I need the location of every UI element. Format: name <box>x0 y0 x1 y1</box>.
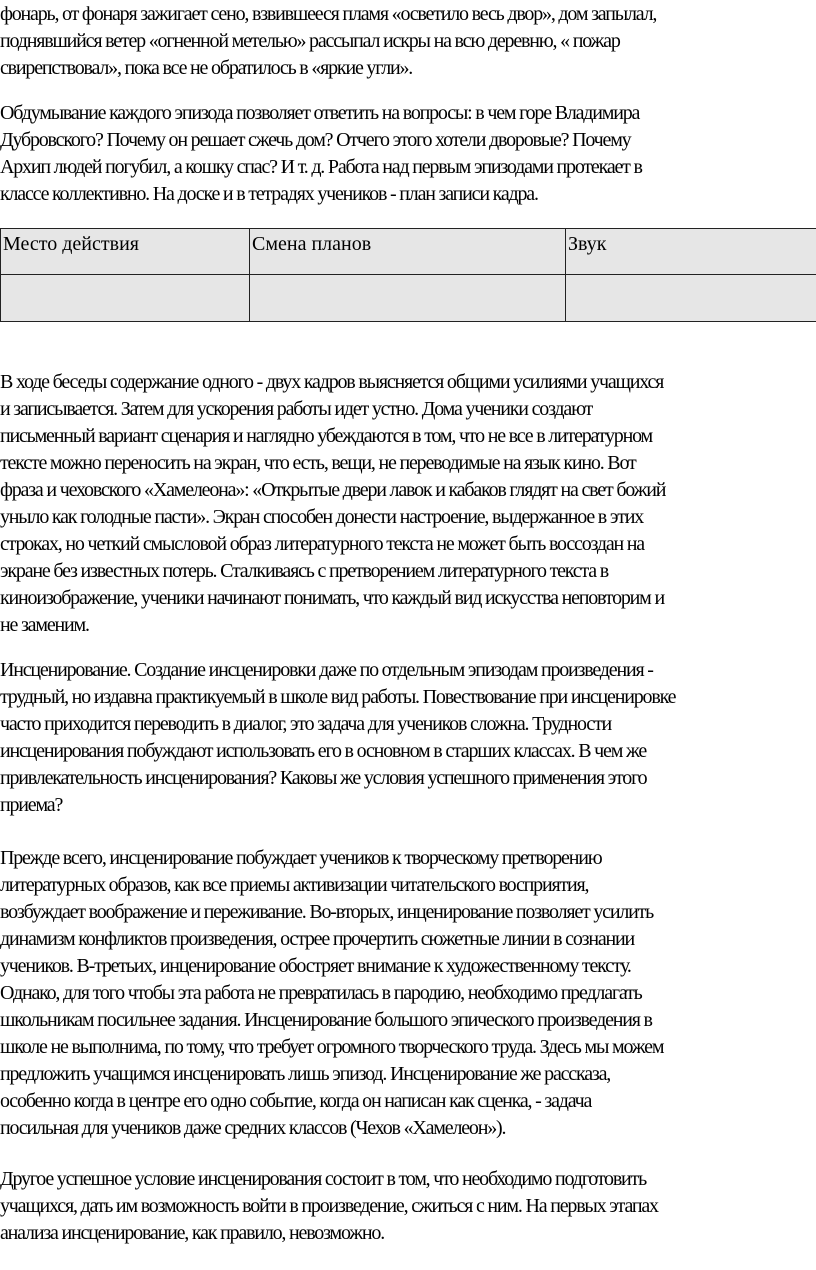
text-line: трудный, но издавна практикуемый в школе вид работы. Повествование при инсценировке <box>0 686 676 708</box>
text-line: Дубровского? Почему он решает сжечь дом? Отчего этого хотели дворовые? Почему <box>0 129 631 151</box>
text-line: привлекательность инсценирования? Каковы же условия успешного применения этого <box>0 767 647 789</box>
paragraph-staging-intro <box>0 657 816 819</box>
text-line: В ходе беседы содержание одного - двух кадров выясняется общими усилиями учащихся <box>0 371 664 393</box>
text-line: экране без известных потерь. Сталкиваясь с претворением литературного текста в <box>0 560 608 582</box>
table-row <box>1 275 816 322</box>
header-cell-sound: Звук <box>566 229 816 275</box>
text-line: тексте можно переносить на экран, что есть, вещи, не переводимые на язык кино. Вот <box>0 452 636 474</box>
table-cell <box>1 275 250 322</box>
text-line: фраза и чеховского «Хамелеона»: «Открытые двери лавок и кабаков глядят на свет божий <box>0 479 666 501</box>
text-line: письменный вариант сценария и наглядно убеждаются в том, что не все в литературном <box>0 425 652 447</box>
paragraph-fire-scene <box>0 1 816 82</box>
text-line: уныло как голодные пасти». Экран способен донести настроение, выдержанное в этих <box>0 506 644 528</box>
frame-plan-table <box>0 228 816 322</box>
header-cell-shot-changes: Смена планов <box>250 229 566 275</box>
text-line: классе коллективно. На доске и в тетрадях учеников - план записи кадра. <box>0 183 538 205</box>
text-line: посильная для учеников даже средних классов (Чехов «Хамелеон»). <box>0 1117 506 1139</box>
text-line: поднявшийся ветер «огненной метелью» рассыпал искры на всю деревню, « пожар <box>0 30 620 52</box>
text-line: динамизм конфликтов произведения, острее прочертить сюжетные линии в сознании <box>0 928 635 950</box>
text-line: часто приходится переводить в диалог, это задача для учеников сложна. Трудности <box>0 713 611 735</box>
text-line: Инсценирование. Создание инсценировки даже по отдельным эпизодам произведения - <box>0 659 653 681</box>
text-line: учащихся, дать им возможность войти в произведение, сжиться с ним. На первых этапах <box>0 1195 658 1217</box>
text-line: строках, но четкий смысловой образ литературного текста не может быть воссоздан на <box>0 533 644 555</box>
text-line: Прежде всего, инсценирование побуждает учеников к творческому претворению <box>0 847 602 869</box>
text-line: Архип людей погубил, а кошку спас? И т. д. Работа над первым эпизодами протекает в <box>0 156 642 178</box>
text-line: особенно когда в центре его одно событие, когда он написан как сценка, - задача <box>0 1090 592 1112</box>
table-cell <box>250 275 566 322</box>
text-line: инсценирования побуждают использовать его в основном в старших классах. В чем же <box>0 740 647 762</box>
text-line: предложить учащимся инсценировать лишь эпизод. Инсценирование же рассказа, <box>0 1063 611 1085</box>
text-line: свирепствовал», пока все не обратилось в «яркие угли». <box>0 57 413 79</box>
text-line: школьникам посильнее задания. Инсценирование большого эпического произведения в <box>0 1009 652 1031</box>
text-line: анализа инсценирование, как правило, невозможно. <box>0 1222 385 1244</box>
text-line: школе не выполнима, по тому, что требует огромного творческого труда. Здесь мы можем <box>0 1036 664 1058</box>
table-header-row <box>1 229 816 275</box>
text-line: Другое успешное условие инсценирования состоит в том, что необходимо подготовить <box>0 1168 647 1190</box>
text-line: возбуждает воображение и переживание. Во-вторых, инценирование позволяет усилить <box>0 901 654 923</box>
text-line: киноизображение, ученики начинают понимать, что каждый вид искусства неповторим и <box>0 587 664 609</box>
header-cell-location: Место действия <box>1 229 250 275</box>
paragraph-episode-questions <box>0 100 816 208</box>
paragraph-staging-benefits <box>0 845 816 1142</box>
text-line: приема? <box>0 794 63 816</box>
text-line: Обдумывание каждого эпизода позволяет ответить на вопросы: в чем горе Владимира <box>0 102 640 124</box>
text-line: Однако, для того чтобы эта работа не превратилась в пародию, необходимо предлагать <box>0 982 642 1004</box>
text-line: и записывается. Затем для ускорения работы идет устно. Дома ученики создают <box>0 398 593 420</box>
text-line: литературных образов, как все приемы активизации читательского восприятия, <box>0 874 589 896</box>
paragraph-screenplay-discussion <box>0 369 816 639</box>
table-cell <box>566 275 816 322</box>
text-line: не заменим. <box>0 614 89 636</box>
text-line: фонарь, от фонаря зажигает сено, взвившееся пламя «осветило весь двор», дом запылал, <box>0 3 657 25</box>
paragraph-staging-preparation <box>0 1166 816 1247</box>
text-line: учеников. В-третьих, инценирование обостряет внимание к художественному тексту. <box>0 955 631 977</box>
